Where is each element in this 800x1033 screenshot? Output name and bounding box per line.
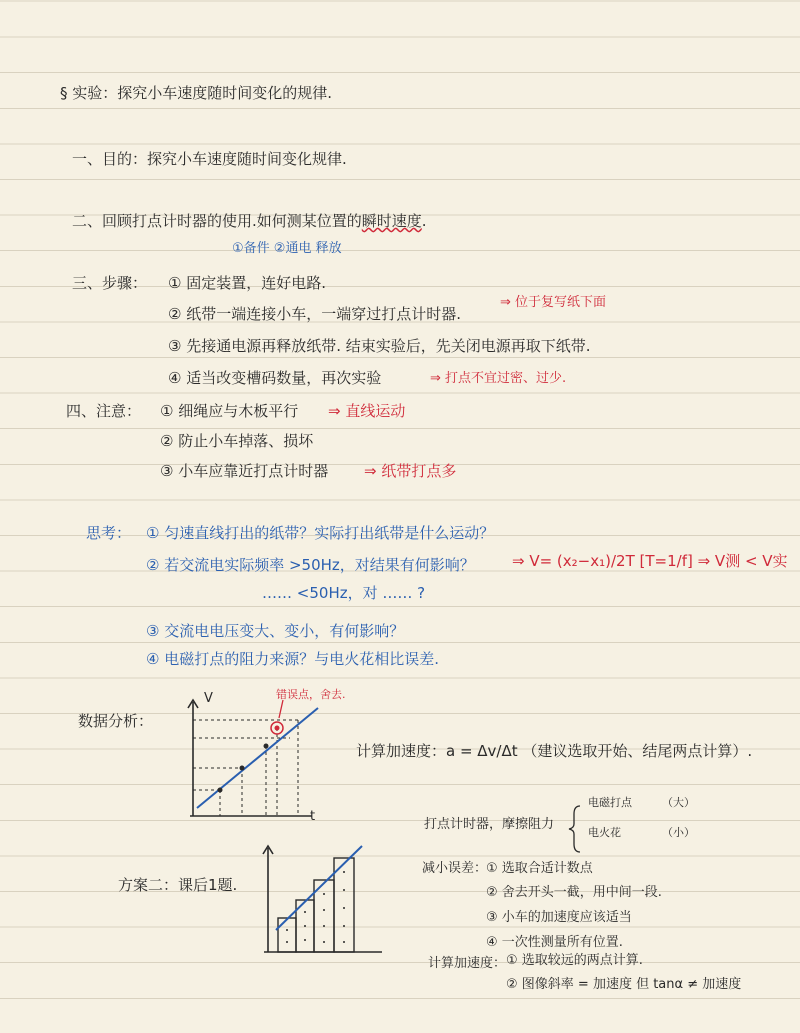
calc-2: ② 图像斜率 = 加速度 但 tanα ≠ 加速度 <box>506 977 742 992</box>
reduce-heading: 减小误差： <box>422 861 488 876</box>
timer-label: 打点计时器，摩擦阻力 <box>424 817 555 832</box>
section-purpose: 一、目的：探究小车速度随时间变化规律. <box>72 150 347 168</box>
outlier-note: 错误点，舍去. <box>276 688 346 701</box>
graph-t-label: t <box>310 809 316 824</box>
page-title: § 实验：探究小车速度随时间变化的规律. <box>60 84 333 102</box>
vt-point <box>218 788 223 793</box>
note-3-result: ⇒ 纸带打点多 <box>364 462 457 480</box>
step-2: ② 纸带一端连接小车，一端穿过打点计时器. <box>168 305 461 323</box>
review-text: 二、回顾打点计时器的使用.如何测某位置的 <box>72 212 362 230</box>
step-1: ① 固定装置，连好电路. <box>168 274 326 292</box>
think-2: ② 若交流电实际频率 >50Hz，对结果有何影响？ <box>146 556 475 574</box>
vt-outlier-arrow <box>279 700 283 718</box>
instant-speed-emphasis: 瞬时速度 <box>361 212 422 230</box>
steps-heading: 三、步骤： <box>72 274 148 292</box>
think-4: ④ 电磁打点的阻力来源？与电火花相比误差. <box>146 650 439 668</box>
section-review: 二、回顾打点计时器的使用.如何测某位置的瞬时速度. <box>72 212 427 230</box>
note-1: ① 细绳应与木板平行 <box>160 402 299 420</box>
timer-option-b-value: （小） <box>662 826 695 839</box>
reduce-4: ④ 一次性测量所有位置. <box>486 935 623 950</box>
vt-graph <box>188 700 318 816</box>
bar <box>278 918 296 952</box>
vt-outlier-point <box>275 726 280 731</box>
reduce-3: ③ 小车的加速度应该适当 <box>486 910 632 925</box>
notes-heading: 四、注意： <box>66 402 142 420</box>
step-4-note: ⇒ 打点不宜过密、过少. <box>430 371 567 386</box>
bar-fit-line <box>276 846 362 930</box>
think-heading: 思考： <box>86 524 132 542</box>
note-2: ② 防止小车掉落、损坏 <box>160 432 314 450</box>
timer-option-b: 电火花 <box>588 826 621 839</box>
step-3: ③ 先接通电源再释放纸带. 结束实验后，先关闭电源再取下纸带. <box>168 337 591 355</box>
think-2-formula: ⇒ V= (x₂−x₁)/2T [T=1/f] ⇒ V测 < V实 <box>512 552 788 570</box>
calc-1: ① 选取较远的两点计算. <box>506 953 643 968</box>
step-2-note: ⇒ 位于复写纸下面 <box>500 295 607 310</box>
vt-fit-line <box>197 708 318 808</box>
brace <box>569 806 580 852</box>
plan-two: 方案二：课后1题. <box>118 876 238 894</box>
reduce-2: ② 舍去开头一截，用中间一段. <box>486 885 662 900</box>
step-4: ④ 适当改变槽码数量，再次实验 <box>168 369 382 387</box>
calc-heading: 计算加速度： <box>428 956 507 971</box>
reduce-1: ① 选取合适计数点 <box>486 861 593 876</box>
note-1-result: ⇒ 直线运动 <box>328 402 406 420</box>
think-3: ③ 交流电电压变大、变小，有何影响？ <box>146 622 405 640</box>
think-2b: ‥‥‥ <50Hz，对 ‥‥‥ ? <box>262 584 426 602</box>
vt-point <box>264 744 269 749</box>
graph-v-label: V <box>204 691 213 706</box>
note-3: ③ 小车应靠近打点计时器 <box>160 462 329 480</box>
review-note: ①备件 ②通电 释放 <box>232 241 342 256</box>
data-analysis-heading: 数据分析： <box>78 712 154 730</box>
timer-option-a: 电磁打点 <box>588 796 632 809</box>
accel-calc: 计算加速度：a = Δv/Δt （建议选取开始、结尾两点计算）. <box>356 742 753 760</box>
bar-graph <box>263 846 382 952</box>
vt-point <box>240 766 245 771</box>
think-1: ① 匀速直线打出的纸带？实际打出纸带是什么运动？ <box>146 524 495 542</box>
timer-option-a-value: （大） <box>662 796 695 809</box>
